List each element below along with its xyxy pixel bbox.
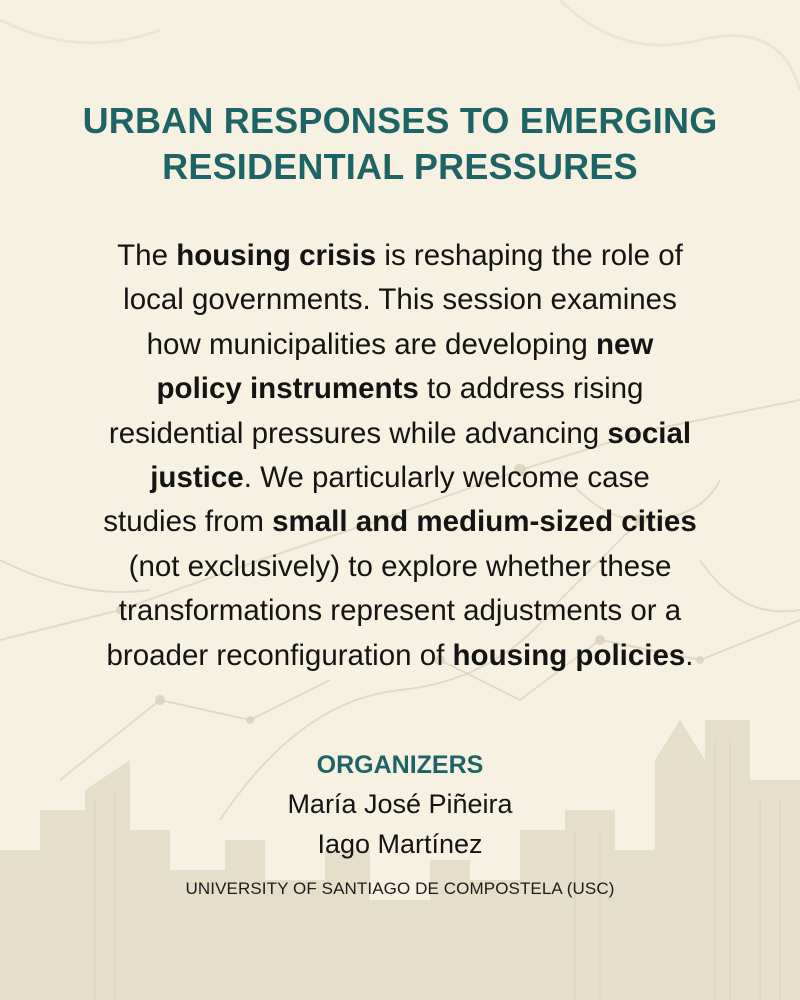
description-line — [30, 367, 770, 411]
text-run: The — [117, 239, 177, 272]
title-line-2: RESIDENTIAL PRESSURES — [162, 146, 638, 187]
emphasis-social: social — [607, 416, 692, 450]
text-run: studies from — [103, 505, 273, 539]
description-line — [30, 456, 770, 500]
emphasis-housing-policies: housing policies — [452, 638, 686, 672]
organizers-heading: ORGANIZERS — [316, 751, 484, 779]
organizer-affiliation: UNIVERSITY OF SANTIAGO DE COMPOSTELA (USC) — [185, 879, 615, 898]
text-run: to address rising — [418, 372, 644, 406]
description-line — [30, 500, 770, 544]
description-line — [30, 634, 770, 678]
description-line: transformations represent adjustments or a — [118, 594, 682, 628]
page-title — [30, 98, 770, 190]
text-run: how municipalities are developing — [146, 327, 596, 361]
session-description — [30, 234, 770, 678]
description-line: (not exclusively) to explore whether these — [128, 549, 672, 583]
description-line — [30, 412, 770, 456]
emphasis-small-medium-cities: small and medium-sized cities — [272, 505, 697, 539]
emphasis-justice: justice — [150, 461, 244, 495]
emphasis-policy-instruments: policy instruments — [156, 372, 419, 406]
description-line — [30, 323, 770, 367]
text-run: is reshaping the role of — [376, 239, 683, 272]
title-line-1: URBAN RESPONSES TO EMERGING — [82, 100, 718, 141]
emphasis-new: new — [595, 327, 654, 361]
text-run: . We particularly welcome case — [243, 461, 650, 495]
description-line — [30, 234, 770, 278]
emphasis-housing-crisis: housing crisis — [176, 239, 377, 272]
text-run: residential pressures while advancing — [108, 416, 608, 450]
text-run: . — [685, 638, 694, 672]
organizer-name: María José Piñeira — [287, 789, 513, 819]
description-line: local governments. This session examines — [123, 283, 677, 317]
organizer-name: Iago Martínez — [317, 829, 483, 859]
text-run: broader reconfiguration of — [106, 638, 453, 672]
